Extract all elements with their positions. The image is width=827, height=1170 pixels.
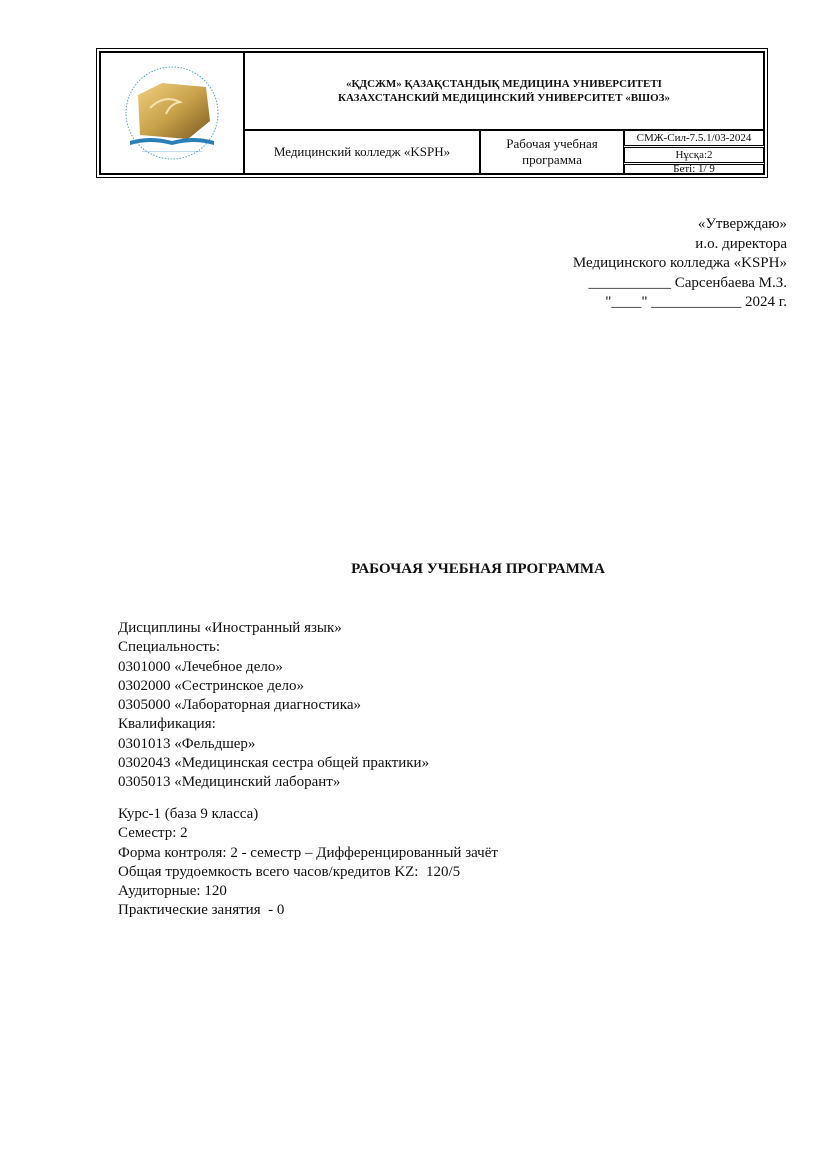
course-info-line: Семестр: 2 (118, 825, 188, 842)
university-name-ru: КАЗАХСТАНСКИЙ МЕДИЦИНСКИЙ УНИВЕРСИТЕТ «ВШОЗ» (338, 92, 670, 104)
document-title: РАБОЧАЯ УЧЕБНАЯ ПРОГРАММА (351, 561, 605, 577)
course-info-line: Практические занятия - 0 (118, 902, 285, 919)
detail-line: 0301000 «Лечебное дело» (118, 658, 283, 675)
svg-text:~~~~~~~~~~~~~~~~~~~~~~~~~~~~: ~~~~~~~~~~~~~~~~~~~~~~~~~~~~ (141, 149, 203, 154)
university-logo (110, 63, 234, 163)
logo-cell (100, 52, 244, 174)
course-info-line: Курс-1 (база 9 класса) (118, 806, 259, 822)
discipline-details (118, 619, 429, 793)
detail-line: 0305000 «Лабораторная диагностика» (118, 697, 362, 714)
doc-version: Нұсқа:2 (624, 147, 764, 163)
detail-line: 0301013 «Фельдшер» (118, 735, 256, 752)
approval-line: «Утверждаю» (697, 216, 787, 232)
course-info (118, 805, 498, 921)
approval-signature-line: ___________ Сарсенбаева М.З. (588, 274, 787, 291)
university-name-cell (244, 52, 764, 130)
detail-line: Квалификация: (118, 716, 216, 733)
university-name-kz: «ҚДСЖМ» ҚАЗАҚСТАНДЫҚ МЕДИЦИНА УНИВЕРСИТЕТІ (346, 78, 662, 90)
course-info-line: Форма контроля: 2 - семестр – Дифференцированный зачёт (118, 844, 498, 861)
program-type-line1: Рабочая учебная (506, 136, 598, 151)
program-type-cell (480, 130, 624, 174)
course-info-line: Общая трудоемкость всего часов/кредитов KZ: 120/5 (118, 863, 461, 880)
detail-line: Специальность: (118, 639, 220, 656)
doc-code: СМЖ-Сил-7.5.1/03-2024 (624, 130, 764, 146)
document-header (96, 48, 768, 178)
college-name: Медицинский колледж «KSPH» (244, 130, 480, 174)
approval-date-line: "____" ____________ 2024 г. (605, 294, 787, 310)
page-number: Беті: 1/ 9 (624, 164, 764, 174)
approval-line: и.о. директора (695, 235, 787, 252)
approval-block (573, 215, 787, 313)
detail-line: 0305013 «Медицинский лаборант» (118, 774, 341, 791)
detail-line: 0302000 «Сестринское дело» (118, 677, 304, 694)
detail-line: 0302043 «Медицинская сестра общей практики» (118, 755, 430, 772)
course-info-line: Аудиторные: 120 (118, 883, 227, 900)
program-type-line2: программа (522, 152, 582, 167)
approval-line: Медицинского колледжа «KSPH» (572, 255, 787, 271)
detail-line: Дисциплины «Иностранный язык» (118, 620, 342, 636)
